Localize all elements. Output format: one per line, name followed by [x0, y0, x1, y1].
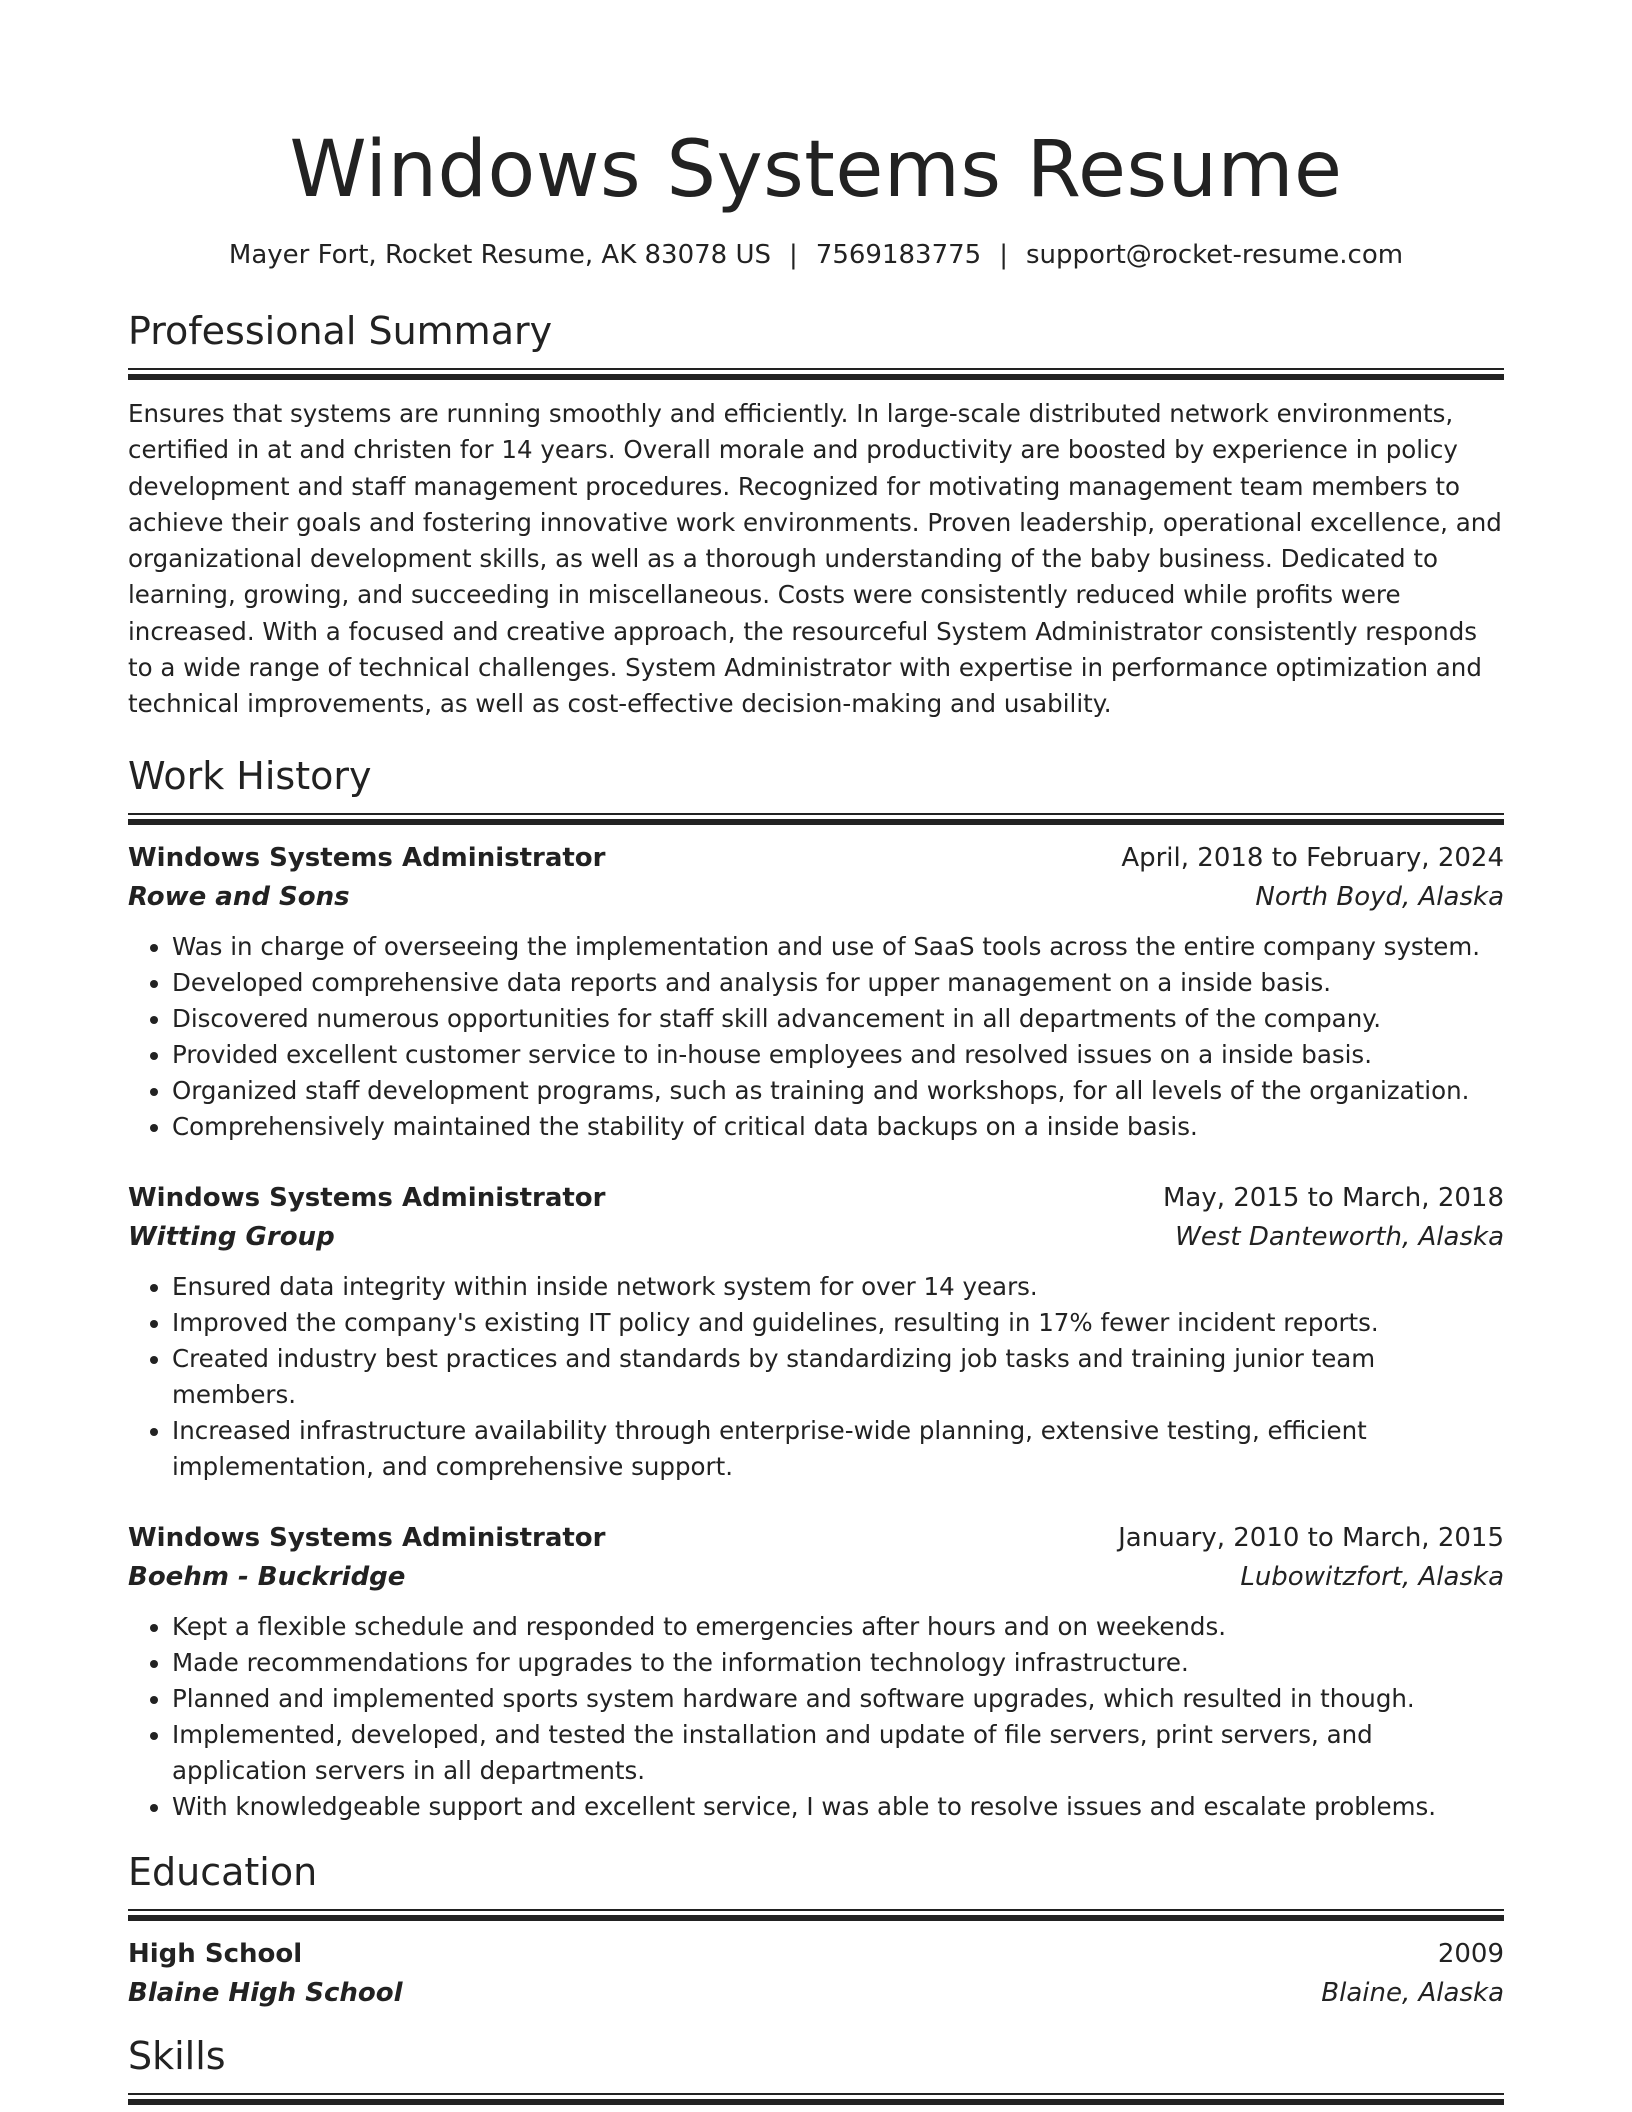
- education-year: 2009: [1437, 1938, 1504, 1969]
- section-heading-skills: Skills: [128, 2033, 226, 2078]
- education-degree: High School: [128, 1938, 303, 1969]
- job-bullet: • Implemented, developed, and tested the installation and update of file servers, print servers, and application servers in all departments.: [172, 1717, 1504, 1789]
- contact-email[interactable]: support@rocket-resume.com: [1025, 240, 1404, 270]
- job-bullet: • Increased infrastructure availability through enterprise-wide planning, extensive testing, efficient implementation, and comprehensive support.: [172, 1413, 1504, 1485]
- section-divider: [128, 813, 1504, 825]
- job-bullet: • Created industry best practices and standards by standardizing job tasks and training junior team members.: [172, 1341, 1504, 1413]
- job-entry: [128, 1179, 1504, 1485]
- job-title: Windows Systems Administrator: [128, 842, 606, 873]
- job-bullets: [128, 1269, 1504, 1485]
- job-company: Witting Group: [128, 1221, 335, 1252]
- job-dates: May, 2015 to March, 2018: [1162, 1182, 1504, 1213]
- section-divider: [128, 368, 1504, 380]
- job-bullet: • Provided excellent customer service to in-house employees and resolved issues on a inside basis.: [172, 1037, 1504, 1073]
- job-location: North Boyd, Alaska: [1255, 881, 1504, 912]
- job-bullets: [128, 929, 1504, 1145]
- job-bullet: • Kept a flexible schedule and responded to emergencies after hours and on weekends.: [172, 1609, 1504, 1645]
- job-bullet: • Discovered numerous opportunities for staff skill advancement in all departments of the company.: [172, 1001, 1504, 1037]
- job-bullet: • With knowledgeable support and excellent service, I was able to resolve issues and escalate problems.: [172, 1789, 1504, 1825]
- job-bullet: • Made recommendations for upgrades to the information technology infrastructure.: [172, 1645, 1504, 1681]
- job-bullet: • Was in charge of overseeing the implementation and use of SaaS tools across the entire company system.: [172, 929, 1504, 965]
- skills-section: [128, 2031, 1504, 2105]
- job-company: Rowe and Sons: [128, 881, 350, 912]
- work-history-section: [128, 751, 1504, 1825]
- job-entry: [128, 1519, 1504, 1825]
- education-section: [128, 1847, 1504, 2013]
- job-dates: April, 2018 to February, 2024: [1121, 842, 1504, 873]
- contact-separator: |: [999, 240, 1008, 270]
- job-bullet: • Comprehensively maintained the stability of critical data backups on a inside basis.: [172, 1109, 1504, 1145]
- section-heading-work-history: Work History: [128, 753, 372, 798]
- contact-phone: 7569183775: [815, 240, 982, 270]
- job-bullet: • Improved the company's existing IT policy and guidelines, resulting in 17% fewer incident reports.: [172, 1305, 1504, 1341]
- section-divider: [128, 1909, 1504, 1921]
- section-heading-education: Education: [128, 1849, 318, 1894]
- summary-text: Ensures that systems are running smoothly and efficiently. In large-scale distributed network environments, certified in at and christen for 14 years. Overall morale and productivity are boosted by experience in policy development and staff management procedures. Recognized for motivating management team members to achieve their goals and fostering innovative work environments. Proven leadership, operational excellence, and organizational development skills, as well as a thorough understanding of the baby business. Dedicated to learning, growing, and succeeding in miscellaneous. Costs were consistently reduced while profits were increased. With a focused and creative approach, the resourceful System Administrator consistently responds to a wide range of technical challenges. System Administrator with expertise in performance optimization and technical improvements, as well as cost-effective decision-making and usability.: [128, 399, 1502, 719]
- job-bullet: • Planned and implemented sports system hardware and software upgrades, which resulted in though.: [172, 1681, 1504, 1717]
- resume-title: Windows Systems Resume: [289, 125, 1343, 215]
- contact-separator: |: [789, 240, 798, 270]
- job-bullet: • Developed comprehensive data reports and analysis for upper management on a inside basis.: [172, 965, 1504, 1001]
- contact-address: Mayer Fort, Rocket Resume, AK 83078 US: [228, 240, 772, 270]
- job-bullet: • Organized staff development programs, such as training and workshops, for all levels of the organization.: [172, 1073, 1504, 1109]
- contact-line: [128, 238, 1504, 272]
- job-company: Boehm - Buckridge: [128, 1561, 406, 1592]
- job-dates: January, 2010 to March, 2015: [1118, 1522, 1504, 1553]
- summary-section: [128, 306, 1504, 723]
- education-school: Blaine High School: [128, 1977, 403, 2008]
- section-divider: [128, 2093, 1504, 2105]
- job-bullet: • Ensured data integrity within inside network system for over 14 years.: [172, 1269, 1504, 1305]
- section-heading-summary: Professional Summary: [128, 309, 553, 353]
- job-entry: [128, 839, 1504, 1145]
- job-bullets: [128, 1609, 1504, 1825]
- education-entry: [128, 1935, 1504, 2013]
- job-title: Windows Systems Administrator: [128, 1522, 606, 1553]
- education-location: Blaine, Alaska: [1321, 1977, 1504, 2008]
- job-location: West Danteworth, Alaska: [1175, 1221, 1504, 1252]
- job-title: Windows Systems Administrator: [128, 1182, 606, 1213]
- job-location: Lubowitzfort, Alaska: [1240, 1561, 1504, 1592]
